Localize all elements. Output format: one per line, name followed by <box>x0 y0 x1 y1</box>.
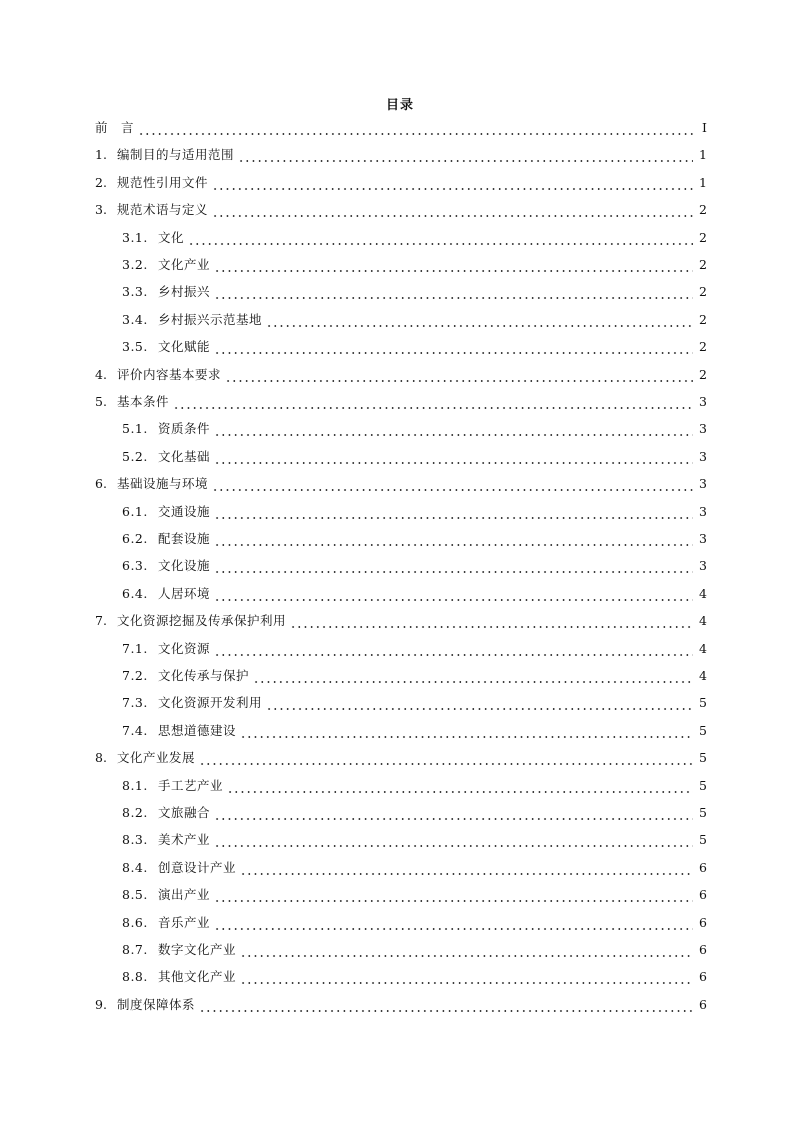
toc-entry-label: 创意设计产业 <box>158 859 237 875</box>
dot-leader <box>240 973 693 985</box>
toc-entry-page-number: 2 <box>699 339 707 355</box>
toc-entry[interactable] <box>95 995 707 1015</box>
dot-leader <box>214 919 693 931</box>
dot-leader <box>290 617 693 629</box>
dot-leader <box>214 425 693 437</box>
toc-entry-label: 文化产业发展 <box>117 750 196 766</box>
toc-entry[interactable] <box>122 885 707 905</box>
dot-leader <box>214 809 693 821</box>
toc-entry-number: 8.8. <box>122 969 148 985</box>
dot-leader <box>199 754 693 766</box>
toc-entry-number: 3.3. <box>122 284 148 300</box>
dot-leader <box>227 782 693 794</box>
toc-entry[interactable] <box>122 419 707 439</box>
dot-leader <box>214 562 693 574</box>
dot-leader <box>199 1001 693 1013</box>
toc-entry-number: 8.3. <box>122 832 148 848</box>
toc-entry-label: 思想道德建设 <box>158 722 237 738</box>
dot-leader <box>212 480 693 492</box>
toc-entry-page-number: 3 <box>699 476 707 492</box>
dot-leader <box>240 946 693 958</box>
toc-entry[interactable] <box>95 118 707 138</box>
toc-entry-page-number: 2 <box>699 366 707 382</box>
toc-entry-label: 基本条件 <box>117 394 170 409</box>
toc-entry-page-number: 5 <box>699 832 707 848</box>
dot-leader <box>214 590 693 602</box>
toc-entry[interactable] <box>95 200 707 220</box>
toc-entry-number: 7.4. <box>122 722 148 738</box>
toc-entry-page-number: 2 <box>699 202 707 218</box>
dot-leader <box>188 234 693 246</box>
toc-entry-page-number: 2 <box>699 284 707 300</box>
toc-entry-page-number: 5 <box>699 695 707 711</box>
toc-entry-label: 编制目的与适用范围 <box>117 147 235 163</box>
toc-entry-number: 8.2. <box>122 805 148 820</box>
dot-leader <box>266 316 693 328</box>
page-title: 目录 <box>385 98 414 113</box>
dot-leader <box>212 179 693 191</box>
toc-entry[interactable] <box>122 529 707 549</box>
toc-entry-page-number: 6 <box>699 942 707 957</box>
toc-entry[interactable] <box>122 447 707 467</box>
toc-entry-page-number: 6 <box>699 996 707 1012</box>
toc-entry-number: 7.1. <box>122 640 148 656</box>
dot-leader <box>240 727 693 739</box>
toc-entry-number: 6.3. <box>122 558 148 574</box>
toc-entry[interactable] <box>122 693 707 713</box>
toc-entry-label: 文化资源挖掘及传承保护利用 <box>117 613 287 629</box>
toc-entry-label: 资质条件 <box>158 421 211 437</box>
toc-entry-label: 手工艺产业 <box>158 777 224 793</box>
toc-entry-page-number: 6 <box>699 859 707 875</box>
toc-entry-page-number: 5 <box>699 777 707 793</box>
toc-entry-label: 文化产业 <box>158 257 211 272</box>
dot-leader <box>214 261 693 273</box>
toc-entry-label: 文化 <box>158 229 185 245</box>
toc-entry-label: 制度保障体系 <box>117 996 196 1012</box>
toc-entry-number: 6.4. <box>122 585 148 601</box>
toc-entry-number: 8. <box>95 750 107 766</box>
toc-entry-label: 演出产业 <box>158 887 211 903</box>
toc-entry-label: 人居环境 <box>158 585 211 601</box>
toc-entry-page-number: 4 <box>699 640 707 656</box>
dot-leader <box>214 288 693 300</box>
dot-leader <box>240 864 693 876</box>
toc-entry-page-number: 1 <box>699 147 707 163</box>
toc-entry-page-number: 1 <box>699 174 707 190</box>
dot-leader <box>238 151 693 163</box>
toc-entry-page-number: 4 <box>699 585 707 601</box>
toc-entry-page-number: 2 <box>699 257 707 272</box>
toc-entry-number: 6.1. <box>122 503 148 519</box>
toc-entry[interactable] <box>122 282 707 302</box>
toc-entry-page-number: Ⅰ <box>702 120 707 135</box>
toc-entry-number: 8.5. <box>122 887 148 903</box>
toc-entry-label: 规范性引用文件 <box>117 174 209 190</box>
toc-entry[interactable] <box>122 639 707 659</box>
toc-entry[interactable] <box>95 173 707 193</box>
toc-entry[interactable] <box>122 967 707 987</box>
toc-entry[interactable] <box>122 803 707 823</box>
toc-entry-number: 5. <box>95 394 107 409</box>
toc-entry[interactable] <box>122 228 707 248</box>
toc-entry[interactable] <box>95 474 707 494</box>
dot-leader <box>214 645 693 657</box>
toc-entry-label: 基础设施与环境 <box>117 476 209 492</box>
toc-entry[interactable] <box>122 255 707 275</box>
toc-entry-number: 3. <box>95 202 107 218</box>
toc-entry-page-number: 4 <box>699 613 707 629</box>
toc-entry-label: 文化资源 <box>158 640 211 656</box>
toc-entry[interactable] <box>95 611 707 631</box>
toc-entry-label: 交通设施 <box>158 503 211 519</box>
toc-entry-number: 3.4. <box>122 311 148 327</box>
toc-entry[interactable] <box>95 748 707 768</box>
toc-entry-number: 7.3. <box>122 695 148 711</box>
toc-entry-label: 前 言 <box>95 120 135 135</box>
toc-entry-page-number: 6 <box>699 887 707 903</box>
toc-entry-number: 9. <box>95 996 107 1012</box>
toc-entry-number: 6. <box>95 476 107 492</box>
toc-entry[interactable] <box>95 145 707 165</box>
toc-entry[interactable] <box>122 584 707 604</box>
toc-entry-number: 3.2. <box>122 257 148 272</box>
dot-leader <box>214 343 693 355</box>
toc-entry-page-number: 5 <box>699 750 707 766</box>
toc-entry-page-number: 2 <box>699 311 707 327</box>
toc-entry[interactable] <box>122 666 707 686</box>
toc-entry-page-number: 3 <box>699 558 707 574</box>
toc-entry-label: 评价内容基本要求 <box>117 366 222 382</box>
dot-leader <box>212 206 693 218</box>
toc-entry-label: 文化传承与保护 <box>158 668 250 683</box>
toc-entry-label: 文化资源开发利用 <box>158 695 263 711</box>
toc-entry-label: 文化基础 <box>158 448 211 464</box>
toc-entry-label: 数字文化产业 <box>158 942 237 957</box>
toc-entry-number: 6.2. <box>122 531 148 546</box>
dot-leader <box>214 535 693 547</box>
dot-leader <box>214 891 693 903</box>
toc-entry-label: 美术产业 <box>158 832 211 848</box>
toc-entry-label: 规范术语与定义 <box>117 202 209 218</box>
dot-leader <box>253 672 693 684</box>
toc-entry[interactable] <box>122 502 707 522</box>
toc-entry[interactable] <box>122 556 707 576</box>
toc-entry-page-number: 5 <box>699 722 707 738</box>
toc-entry[interactable] <box>122 721 707 741</box>
toc-entry[interactable] <box>122 310 707 330</box>
toc-entry-number: 7.2. <box>122 668 148 683</box>
toc-entry-page-number: 6 <box>699 969 707 985</box>
dot-leader <box>138 124 693 136</box>
toc-entry-page-number: 3 <box>699 448 707 464</box>
dot-leader <box>173 398 693 410</box>
toc-entry[interactable] <box>122 858 707 878</box>
toc-entry-label: 乡村振兴示范基地 <box>158 311 263 327</box>
toc-entry-page-number: 3 <box>699 394 707 409</box>
toc-entry[interactable] <box>95 365 707 385</box>
toc-entry-page-number: 5 <box>699 805 707 820</box>
toc-entry-number: 1. <box>95 147 107 163</box>
dot-leader <box>266 699 693 711</box>
toc-entry-number: 5.2. <box>122 448 148 464</box>
toc-entry-page-number: 2 <box>699 229 707 245</box>
toc-entry-label: 音乐产业 <box>158 914 211 930</box>
toc-entry-label: 乡村振兴 <box>158 284 211 300</box>
toc-entry-number: 8.4. <box>122 859 148 875</box>
toc-entry-label: 文化设施 <box>158 558 211 574</box>
toc-entry-number: 3.1. <box>122 229 148 245</box>
dot-leader <box>214 453 693 465</box>
toc-entry-label: 配套设施 <box>158 531 211 546</box>
toc-entry-number: 4. <box>95 366 107 382</box>
toc-entry-page-number: 3 <box>699 503 707 519</box>
toc-entry-page-number: 4 <box>699 668 707 683</box>
toc-entry-page-number: 3 <box>699 531 707 546</box>
toc-entry-label: 文化赋能 <box>158 339 211 355</box>
toc-entry-number: 8.7. <box>122 942 148 957</box>
toc-entry-number: 2. <box>95 174 107 190</box>
toc-entry[interactable] <box>95 392 707 412</box>
dot-leader <box>214 508 693 520</box>
toc-entry-page-number: 3 <box>699 421 707 437</box>
dot-leader <box>225 371 693 383</box>
toc-entry[interactable] <box>122 776 707 796</box>
toc-entry[interactable] <box>122 913 707 933</box>
toc-entry-number: 8.1. <box>122 777 148 793</box>
toc-entry-page-number: 6 <box>699 914 707 930</box>
toc-entry-number: 8.6. <box>122 914 148 930</box>
dot-leader <box>214 836 693 848</box>
toc-entry-label: 文旅融合 <box>158 805 211 820</box>
toc-entry-number: 7. <box>95 613 107 629</box>
toc-entry-label: 其他文化产业 <box>158 969 237 985</box>
toc-entry-number: 5.1. <box>122 421 148 437</box>
toc-entry[interactable] <box>122 830 707 850</box>
toc-entry[interactable] <box>122 940 707 960</box>
toc-entry[interactable] <box>122 337 707 357</box>
toc-entry-number: 3.5. <box>122 339 148 355</box>
